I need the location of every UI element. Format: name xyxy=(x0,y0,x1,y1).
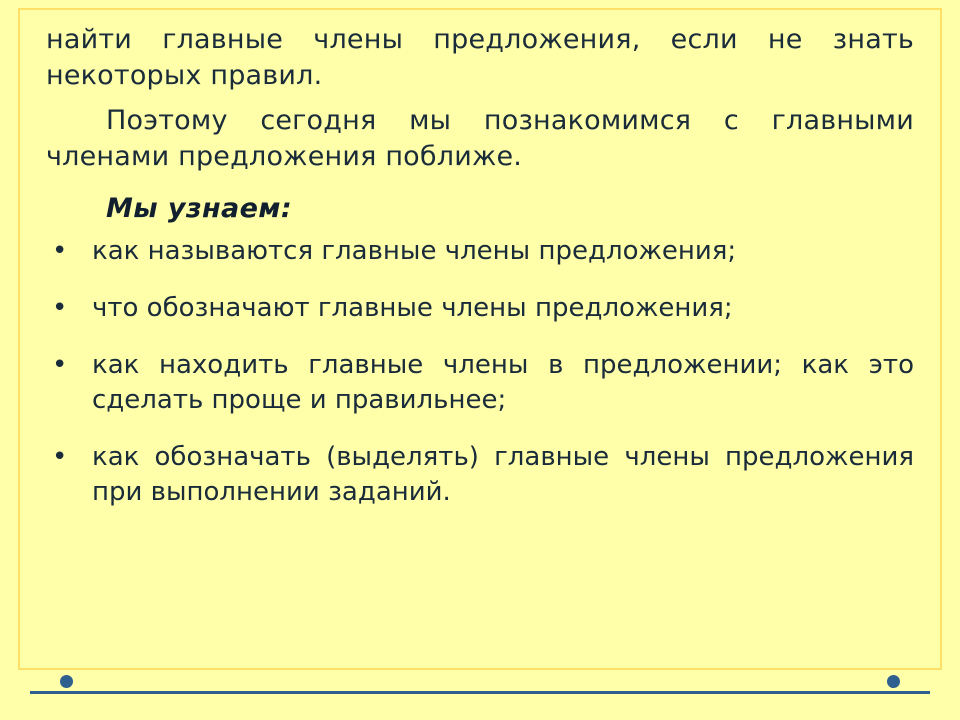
bullet-icon: • xyxy=(52,349,68,380)
slide-content xyxy=(28,22,932,532)
lead-in-heading: Мы узнаем: xyxy=(106,192,293,224)
list-item xyxy=(46,291,914,326)
footer-dot-left xyxy=(58,673,75,690)
list-item xyxy=(46,234,914,269)
objectives-list xyxy=(46,234,914,511)
list-item-label: как обозначать (выделять) главные члены предложения при выполнении заданий. xyxy=(92,441,914,507)
bullet-icon: • xyxy=(52,235,68,266)
list-item-label: как находить главные члены в предложении; как это сделать проще и правильнее; xyxy=(92,349,914,415)
paragraph-continuation: найти главные члены предложения, если не знать некоторых правил. xyxy=(46,24,914,91)
list-item-label: что обозначают главные члены предложения; xyxy=(92,292,733,323)
footer-divider xyxy=(30,691,930,694)
list-item-label: как называются главные члены предложения; xyxy=(92,235,737,266)
bullet-icon: • xyxy=(52,292,68,323)
list-item xyxy=(46,348,914,418)
footer-dot-right xyxy=(885,673,902,690)
paragraph-goal: Поэтому сегодня мы познакомимся с главными членами предложения поближе. xyxy=(46,105,914,172)
list-item xyxy=(46,440,914,510)
bullet-icon: • xyxy=(52,441,68,472)
